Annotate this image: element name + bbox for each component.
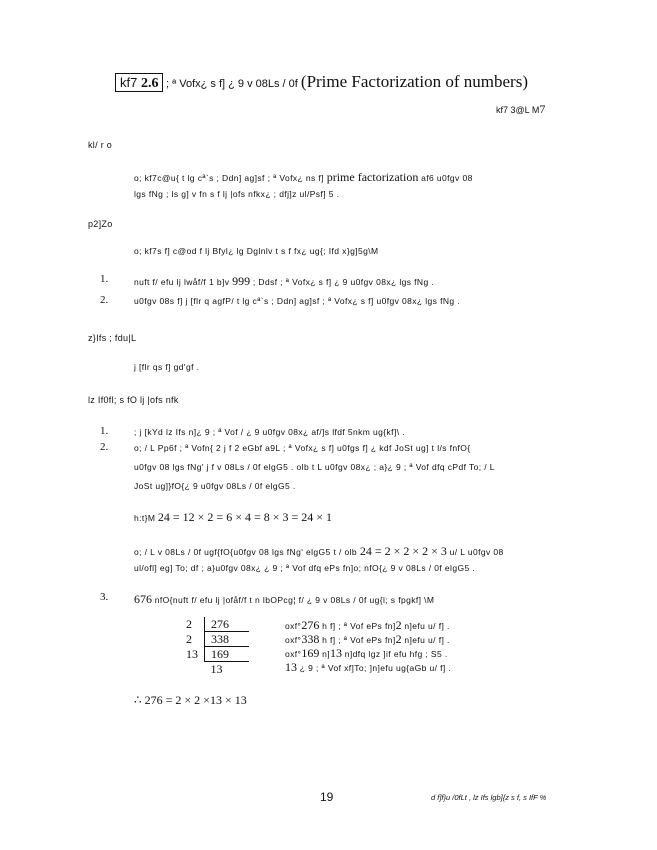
chapter-header	[115, 72, 528, 92]
note-num: 276	[301, 618, 320, 632]
note-d: n]dfq lgz ]if efu hfg ; S5 .	[344, 649, 448, 659]
materials-item: j [flr qs f] gd'gf .	[134, 362, 200, 372]
activity-2-number: 2.	[100, 441, 109, 453]
activity-2-line-1: o; / L Pp6f ; ª Vofn{ 2 j f 2 eGbf a9L ; ª Vofx¿ s f] u0fgs f] ¿ kdf JoSt ug] t l/s fnfO{	[134, 443, 471, 453]
objective-1-english: 999	[232, 274, 251, 288]
note-num: 169	[301, 646, 320, 660]
objective-2-text: u0fgv 08s f] j [flr q agfP/ t lg cª`s ; Ddn] ag]sf ; ª Vofx¿ s f] u0fgv 08x¿ lgs fNg .	[134, 296, 461, 306]
activity-3-number: 3.	[100, 591, 109, 603]
dividend: 276	[205, 617, 250, 632]
note-a: oxf°	[285, 635, 302, 645]
example-line	[134, 510, 332, 525]
intro-line-1-english: prime factorization	[326, 170, 419, 184]
intro-line-2: lgs fNg ; ls g] v fn s f lj |ofs nfkx¿ ; dfj]z ul/Psf] 5 .	[134, 189, 340, 199]
objective-1-number: 1.	[100, 273, 109, 285]
conclusion-line-1-a: o; / L v 08Ls / 0f ugf{fO{u0fgv 08 lgs fNg' elgG5 t / olb	[134, 547, 358, 557]
conclusion-line-2: ul/ofl] eg] To; df ; a}u0fgv 08x¿ ¿ 9 ; ª Vof dfq ePs fn]o; nfO{¿ 9 v 08Ls / 0f elgG5 .	[134, 563, 476, 573]
activity-1-number: 1.	[100, 425, 109, 437]
note-b: h f] ; ª Vof ePs fn]	[322, 621, 396, 631]
intro-line-1-b: af6 u0fgv 08	[421, 173, 473, 183]
activity-3-text-body: nfO{nuft f/ efu lj |ofåf/f t n lbOPcg¦ f/ ¿ 9 v 08Ls / 0f ug{l; s fpgkf] \M	[154, 595, 435, 605]
divisor: 2	[186, 617, 192, 632]
conclusion-equation: 24 = 2 × 2 × 2 × 3	[359, 544, 447, 558]
final-result: ∴ 276 = 2 × 2 ×13 × 13	[134, 693, 247, 707]
division-note-2	[285, 632, 450, 647]
example-label: h:t}M	[134, 513, 156, 523]
lesson-number: 2.6	[140, 76, 159, 91]
lesson-title-local: ; ª Vofx¿ s f] ¿ 9 v 08Ls / 0f	[165, 78, 298, 90]
page-number: 19	[320, 790, 334, 804]
objectives-intro: o; kf7s f] c@od f lj Bfyl¿ lg Dglnlv t s f fx¿ ug{; Ifd x}g]5g\M	[134, 246, 379, 256]
activities-heading: lz If0fl; s fO lj |ofs nfk	[88, 395, 179, 405]
class-label-text: kf7 3	[496, 105, 516, 115]
activity-2-line-2: u0fgv 08 lgs fNg' j f v 08Ls / 0f elgG5 . olb t L u0fgv 08x¿ ; a}¿ 9 ; ª Vof dfq cPdf To; / L	[134, 462, 495, 472]
note-text: ¿ 9 ; ª Vof xf]To; ]n]efu ug{aGb u/ f] .	[299, 663, 452, 673]
lesson-prefix: kf7	[120, 75, 138, 90]
division-note-3	[285, 646, 448, 661]
note-c: 2	[395, 632, 402, 646]
note-b: h f] ; ª Vof ePs fn]	[322, 635, 396, 645]
conclusion-line-1	[134, 544, 504, 559]
note-c: 13	[330, 646, 342, 660]
dividend: 169	[205, 647, 250, 662]
division-row	[180, 632, 249, 647]
final-quotient: 13	[210, 662, 223, 676]
note-b: n]	[322, 649, 330, 659]
note-a: oxf°	[285, 621, 302, 631]
objective-1-text	[134, 274, 434, 289]
intro-heading: kl/ r o	[88, 140, 113, 150]
lesson-number-box	[115, 73, 163, 92]
class-label-suffix: @L M	[515, 105, 540, 115]
objective-1-text-a: nuft f/ efu lj lwåf/f 1 b]v	[134, 277, 230, 287]
note-c: 2	[395, 618, 402, 632]
activity-2-line-3: JoSt ug]}fO{¿ 9 u0fgv 08Ls / 0f elgG5 .	[134, 481, 296, 491]
lesson-title-english: (Prime Factorization of numbers)	[300, 72, 528, 91]
divisor-empty	[180, 662, 205, 677]
divisor: 2	[186, 632, 192, 646]
objectives-heading: p2]Zo	[88, 219, 113, 229]
lesson-title	[165, 72, 528, 91]
note-num: 13	[285, 660, 297, 674]
footer-book-title: d f]f}u /0fLt , lz Ifs lgb]{z s f, s IfF %	[431, 793, 547, 802]
division-note-4	[285, 660, 451, 675]
conclusion-line-1-b: u/ L u0fgv 08	[449, 547, 504, 557]
intro-line-1	[134, 170, 473, 185]
class-number: 7	[539, 102, 546, 116]
note-num: 338	[301, 632, 320, 646]
materials-heading: z}Ifs ; fdu|L	[88, 333, 137, 343]
objective-1-text-b: ; Ddsf ; ª Vofx¿ s f] ¿ 9 u0fgv 08x¿ lgs fNg .	[252, 277, 435, 287]
intro-line-1-a: o; kf7c@u{ t lg cª`s ; Ddn] ag]sf ; ª Vofx¿ ns f]	[134, 173, 324, 183]
division-row	[180, 617, 249, 632]
objective-2-number: 2.	[100, 294, 109, 306]
activity-3-number-value: 676	[134, 592, 152, 606]
dividend: 338	[205, 632, 250, 647]
example-equation: 24 = 12 × 2 = 6 × 4 = 8 × 3 = 24 × 1	[157, 510, 333, 524]
note-d: n]efu u/ f] .	[404, 635, 450, 645]
activity-3-text	[134, 592, 434, 607]
prime-division-table	[180, 617, 249, 676]
class-label	[496, 102, 545, 117]
note-a: oxf°	[285, 649, 302, 659]
activity-1-text: ; j [kYd lz Ifs n]¿ 9 ; ª Vof / ¿ 9 u0fgv 08x¿ af/]s lfdf 5nkm ug{kf]\ .	[134, 427, 405, 437]
division-row-last	[180, 662, 249, 677]
note-d: n]efu u/ f] .	[404, 621, 450, 631]
divisor: 13	[186, 647, 198, 661]
division-note-1	[285, 618, 450, 633]
division-row	[180, 647, 249, 662]
